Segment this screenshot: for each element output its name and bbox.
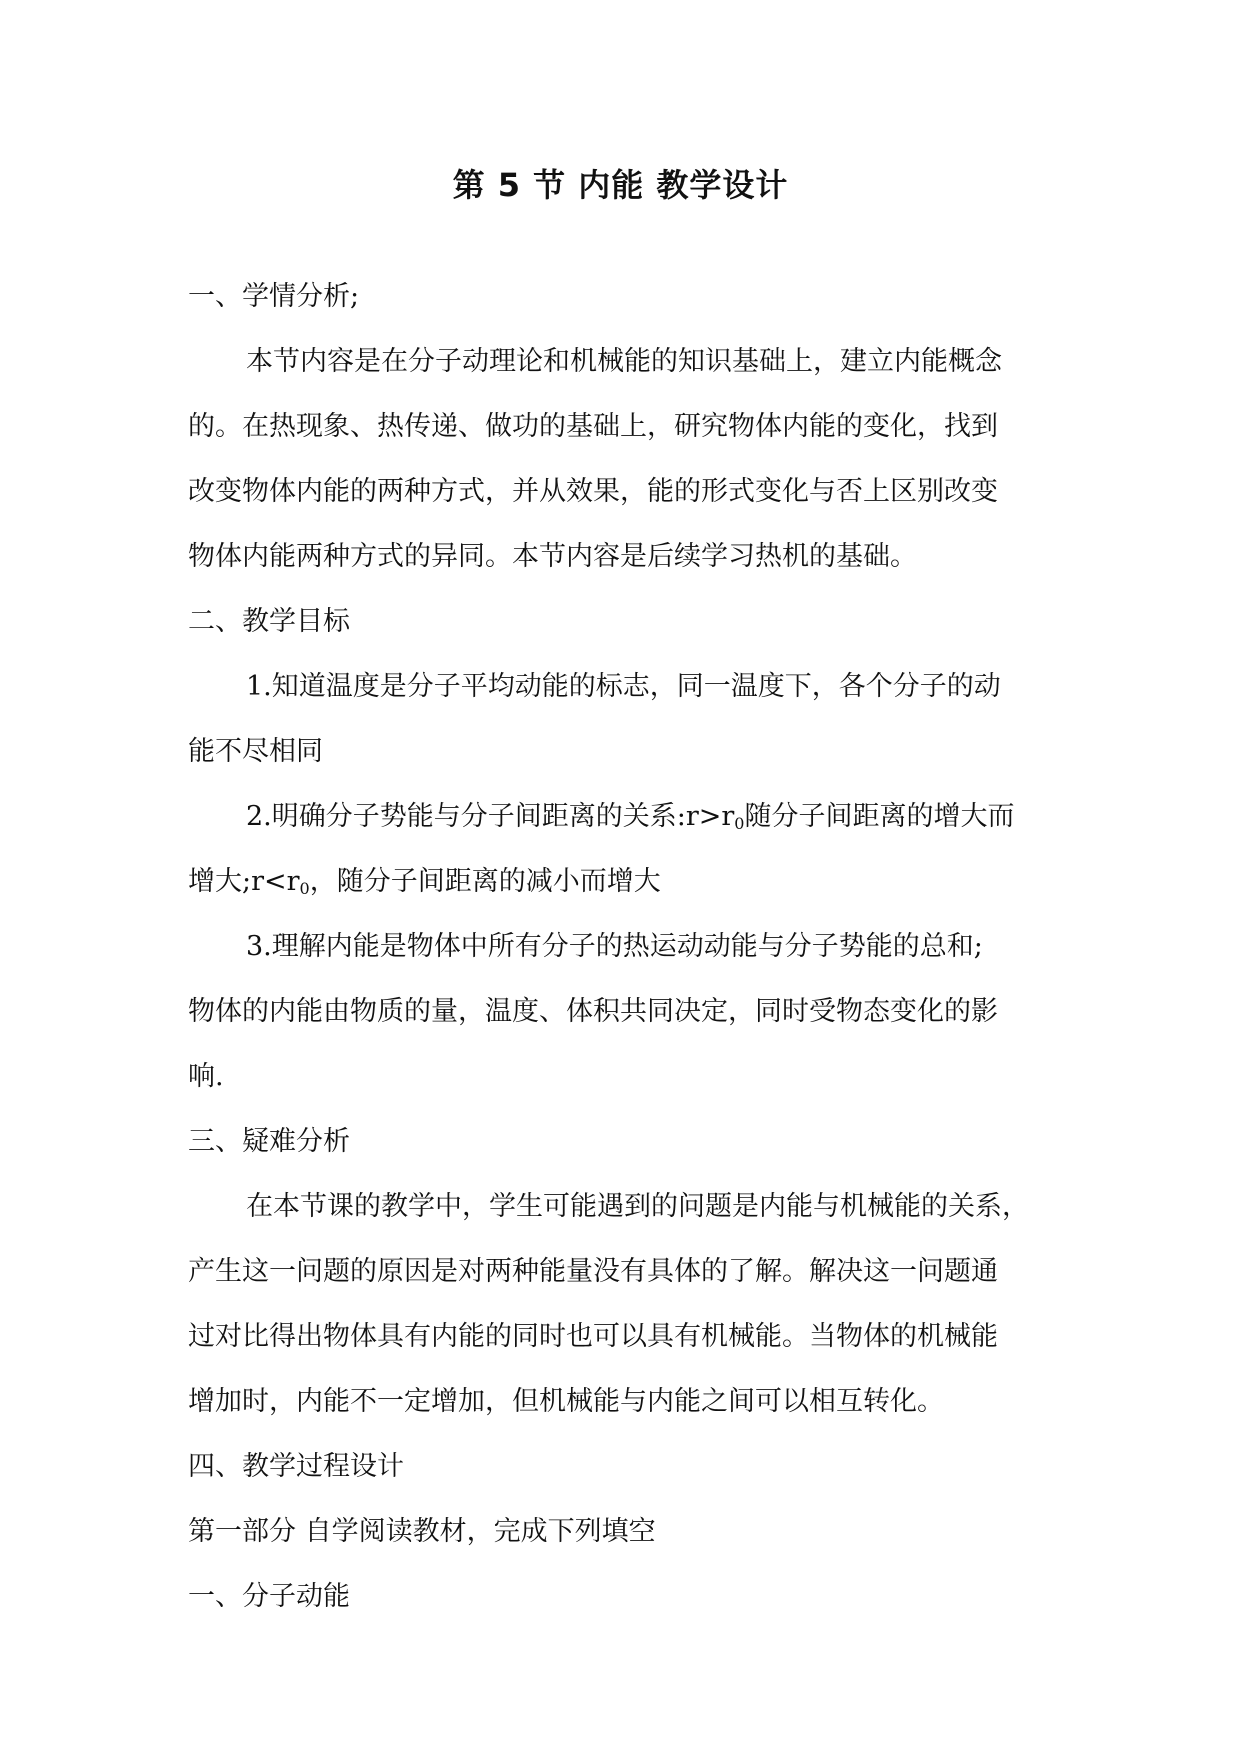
paragraph-line: 改变物体内能的两种方式，并从效果，能的形式变化与否上区别改变 bbox=[188, 476, 998, 507]
objective-text: 增大;r<r bbox=[188, 866, 300, 897]
part-heading: 第一部分 自学阅读教材，完成下列填空 bbox=[188, 1516, 656, 1547]
section-heading-analysis: 一、学情分析; bbox=[188, 281, 360, 312]
section-heading-process: 四、教学过程设计 bbox=[188, 1451, 404, 1482]
section-heading-difficulties: 三、疑难分析 bbox=[188, 1126, 350, 1157]
subscript: 0 bbox=[734, 814, 745, 833]
objective-line: 物体的内能由物质的量，温度、体积共同决定，同时受物态变化的影 bbox=[188, 996, 998, 1027]
paragraph-line: 本节内容是在分子动理论和机械能的知识基础上，建立内能概念 bbox=[246, 346, 1002, 377]
objective-line: 3.理解内能是物体中所有分子的热运动动能与分子势能的总和; bbox=[246, 931, 983, 962]
paragraph-line: 增加时，内能不一定增加，但机械能与内能之间可以相互转化。 bbox=[188, 1386, 944, 1417]
objective-line bbox=[188, 849, 1056, 914]
objective-text: 随分子间距离的增大而 bbox=[744, 801, 1015, 832]
objective-line bbox=[188, 784, 1056, 849]
page-title: 第 5 节 内能 教学设计 bbox=[452, 166, 789, 204]
document-body bbox=[188, 264, 1056, 1629]
objective-line: 响. bbox=[188, 1061, 224, 1092]
objective-text: ，随分子间距离的减小而增大 bbox=[309, 866, 661, 897]
objective-line: 能不尽相同 bbox=[188, 736, 323, 767]
paragraph-line: 物体内能两种方式的异同。本节内容是后续学习热机的基础。 bbox=[188, 541, 917, 572]
objective-text: 2.明确分子势能与分子间距离的关系:r>r bbox=[246, 801, 735, 832]
section-heading-objectives: 二、教学目标 bbox=[188, 606, 350, 637]
paragraph-line: 的。在热现象、热传递、做功的基础上，研究物体内能的变化，找到 bbox=[188, 411, 998, 442]
objective-line: 1.知道温度是分子平均动能的标志，同一温度下，各个分子的动 bbox=[246, 671, 1001, 702]
paragraph-line: 过对比得出物体具有内能的同时也可以具有机械能。当物体的机械能 bbox=[188, 1321, 998, 1352]
subsection-heading: 一、分子动能 bbox=[188, 1581, 350, 1612]
paragraph-line: 在本节课的教学中，学生可能遇到的问题是内能与机械能的关系， bbox=[246, 1191, 1029, 1222]
paragraph-line: 产生这一问题的原因是对两种能量没有具体的了解。解决这一问题通 bbox=[188, 1256, 998, 1287]
subscript: 0 bbox=[299, 879, 310, 898]
